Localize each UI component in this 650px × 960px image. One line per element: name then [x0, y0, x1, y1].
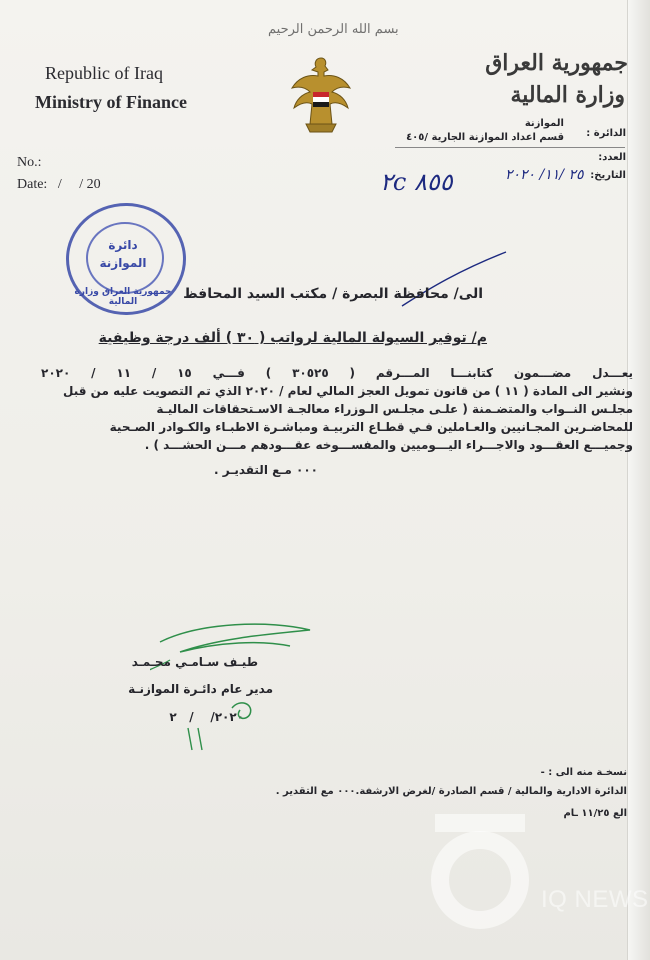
iq-news-logo-icon: [425, 812, 535, 936]
body-line-3: مجلـس النــواب والمتضـمنة ( علـى مجلـس الـوزراء معالجـة الاسـتحقاقات الماليـة: [156, 402, 633, 416]
closing-line: ٠٠٠ مـع التقديـر .: [214, 463, 318, 477]
watermark-brand: IQ NEWS: [541, 886, 649, 913]
stamp-inner-text-2: الموازنة: [99, 256, 147, 270]
iraq-eagle-emblem-icon: [288, 54, 354, 136]
handwritten-date: ٢٥ /١١/ ٢٠٢٠: [505, 167, 584, 183]
recipient-line: الى/ محافظة البصرة / مكتب السيد المحافظ: [183, 286, 483, 302]
copy-to-line-1: الدائرة الادارية والمالية / قسم الصادرة /لغرض الارشفة.٠٠٠ مع التقدير .: [275, 786, 627, 797]
date-label-arabic: التاريخ:: [590, 170, 626, 181]
date-label: Date: / / 20: [17, 177, 101, 192]
signature-date: ٢٠٢٠/ / ٢: [169, 710, 244, 724]
signatory-title: مدير عام دائـرة الموازنـة: [128, 682, 273, 696]
stamp-inner-text-1: دائرة: [108, 238, 138, 252]
ministry-title: Ministry of Finance: [35, 92, 187, 112]
republic-title: Republic of Iraq: [45, 63, 163, 83]
copy-to-label: نسخـة منه الى : -: [540, 767, 627, 778]
stamp-outer-text: جمهورية العراق وزارة المالية: [74, 287, 172, 307]
body-line-1: يعـــدل مضـــمون كتابنـــا المـــرقم ( ٣٠٥٢٥ ) فـــي ١٥ / ١١ / ٢٠٢٠: [41, 366, 633, 380]
copy-to-line-2: الع ١١/٢٥ ـام: [563, 808, 627, 819]
department-label: الدائرة :: [586, 128, 626, 139]
number-label-arabic: العدد:: [598, 152, 626, 163]
department-value: الموازنة: [524, 118, 564, 129]
header-divider: [395, 147, 625, 148]
body-line-5: وجميـــع العقـــود والاجـــراء اليـــوميين والمفســـوخه عقـــودهم مـــن الحشـــد ) .: [144, 438, 633, 452]
handwritten-stroke: [400, 248, 510, 312]
body-line-4: للمحاضـرين المجـانيين والعـاملين فـي قطـاع التربيـة ومباشـرة الاطبـاء والكـوادر الصـحية: [109, 420, 633, 434]
number-label: No.:: [17, 155, 42, 170]
handwritten-date-marks: [180, 698, 270, 762]
basmala: بسم الله الرحمن الرحيم: [268, 22, 399, 37]
ministry-title-arabic: وزارة المالية: [510, 82, 625, 108]
republic-title-arabic: جمهورية العراق: [485, 50, 628, 76]
subject-line: م/ توفير السيولة المالية لرواتب ( ٣٠ ) ألف درجة وظيفية: [98, 330, 487, 346]
signatory-name: طيـف سـامـي محـمـد: [131, 655, 258, 669]
paper-edge: [627, 0, 650, 960]
body-line-2: ونشير الى المادة ( ١١ ) من قانون تمويل العجز المالي لعام / ٢٠٢٠ الذي تم التصويت عليه من قبل: [63, 384, 633, 398]
section-value: قسم اعداد الموازنة الجارية /٤٠٥: [406, 132, 564, 143]
handwritten-number: ٢c ٨٥٥: [380, 168, 453, 196]
